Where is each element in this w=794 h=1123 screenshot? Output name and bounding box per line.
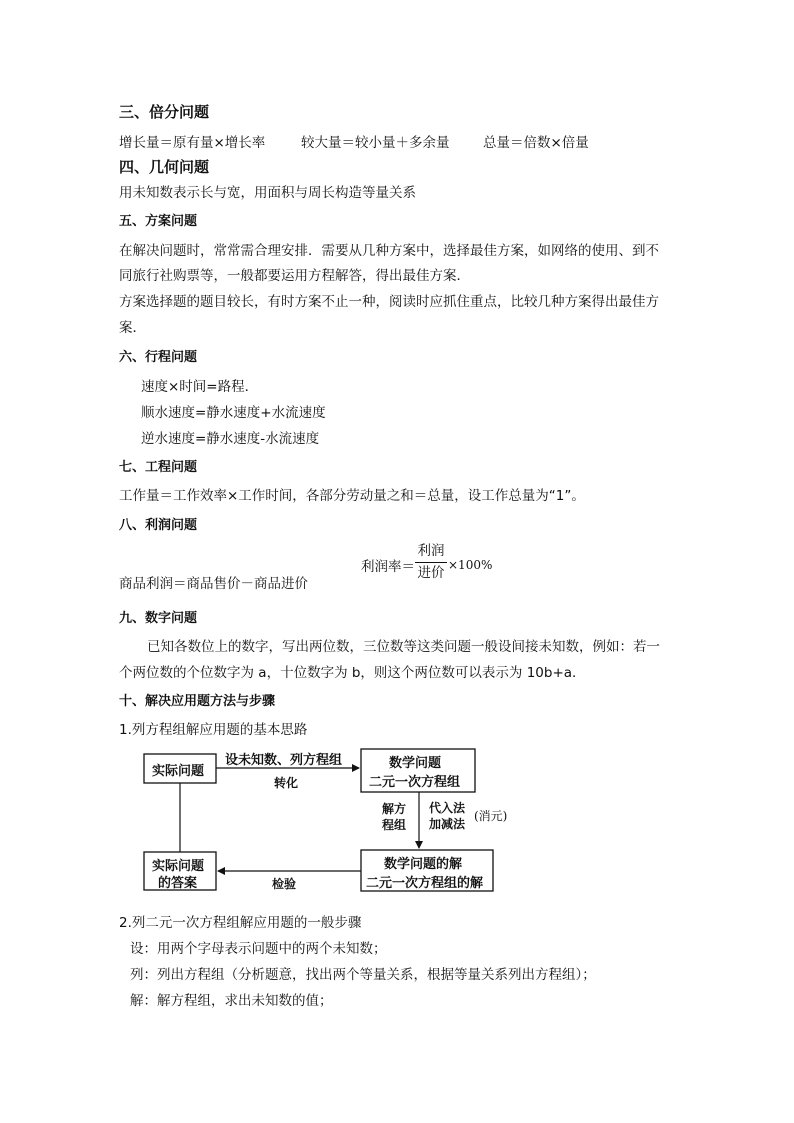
formula-total: 总量＝倍数×倍量 (483, 135, 589, 151)
section-heading-5: 五、方案问题 (119, 214, 198, 229)
plan-para1-line1: 在解决问题时，常常需合理安排．需要从几种方案中，选择最佳方案，如网络的使用、到不 (119, 243, 659, 259)
travel-formula-1: 速度×时间=路程． (141, 379, 259, 395)
fraction-denominator: 进价 (417, 565, 445, 581)
section-heading-7: 七、工程问题 (119, 460, 198, 475)
travel-formula-2: 顺水速度=静水速度+水流速度 (141, 405, 326, 421)
box-answer-line2: 的答案 (158, 876, 198, 891)
solve-label-1: 解方 (382, 802, 407, 816)
arrow-top-label: 设未知数、列方程组 (225, 753, 343, 768)
profit-formula: 商品利润＝商品售价－商品进价 (119, 576, 308, 592)
solve-label-2: 程组 (382, 818, 407, 832)
formula-larger: 较大量＝较小量＋多余量 (301, 135, 450, 151)
section-heading-9: 九、数字问题 (119, 611, 198, 626)
travel-formula-3: 逆水速度=静水速度-水流速度 (141, 431, 320, 447)
step-solve: 解：解方程组，求出未知数的值； (130, 993, 333, 1009)
section-heading-4: 四、几何问题 (119, 158, 210, 176)
plan-para2-line2: 案． (119, 320, 146, 336)
profit-rate-label: 利润率＝ (361, 559, 415, 575)
arrow-mid-label: 转化 (274, 776, 299, 790)
number-para-line2: 个两位数的个位数字为 a，十位数字为 b，则这个两位数可以表示为 10b+a． (119, 665, 586, 681)
box-math-line1: 数学问题 (389, 756, 442, 771)
box-solution-line1: 数学问题的解 (384, 857, 463, 872)
section-heading-6: 六、行程问题 (119, 350, 198, 365)
box-math-line2: 二元一次方程组 (369, 775, 461, 790)
subheading-2: 2.列二元一次方程组解应用题的一般步骤 (119, 915, 362, 931)
step-list: 列：列出方程组（分析题意，找出两个等量关系，根据等量关系列出方程组）； (130, 967, 596, 983)
formula-growth: 增长量＝原有量×增长率 (119, 135, 266, 151)
plan-para1-line2: 同旅行社购票等，一般都要运用方程解答，得出最佳方案． (119, 268, 470, 284)
fraction-numerator: 利润 (417, 543, 445, 559)
arrow-bottom-label: 检验 (272, 877, 297, 891)
subheading-1: 1.列方程组解应用题的基本思路 (119, 722, 308, 738)
geometry-text: 用未知数表示长与宽，用面积与周长构造等量关系 (119, 185, 416, 201)
step-set: 设：用两个字母表示问题中的两个未知数； (130, 941, 387, 957)
work-formula: 工作量＝工作效率×工作时间，各部分劳动量之和＝总量，设工作总量为“1”。 (119, 488, 585, 504)
method-note: (消元) (474, 809, 508, 823)
box-answer-line1: 实际问题 (152, 859, 205, 874)
method-elimination: 加减法 (429, 817, 466, 831)
section-heading-3: 三、倍分问题 (119, 103, 210, 121)
section-heading-8: 八、利润问题 (119, 518, 198, 533)
box-actual-label: 实际问题 (152, 764, 205, 779)
section-heading-10: 十、解决应用题方法与步骤 (119, 694, 276, 709)
profit-rate-multiplier: ×100% (448, 558, 493, 572)
number-para-line1: 已知各数位上的数字，写出两位数，三位数等这类问题一般设间接未知数，例如：若一 (147, 639, 660, 655)
box-solution-line2: 二元一次方程组的解 (366, 876, 484, 891)
method-substitution: 代入法 (429, 801, 466, 815)
plan-para2-line1: 方案选择题的题目较长，有时方案不止一种，阅读时应抓住重点，比较几种方案得出最佳方 (119, 294, 659, 310)
